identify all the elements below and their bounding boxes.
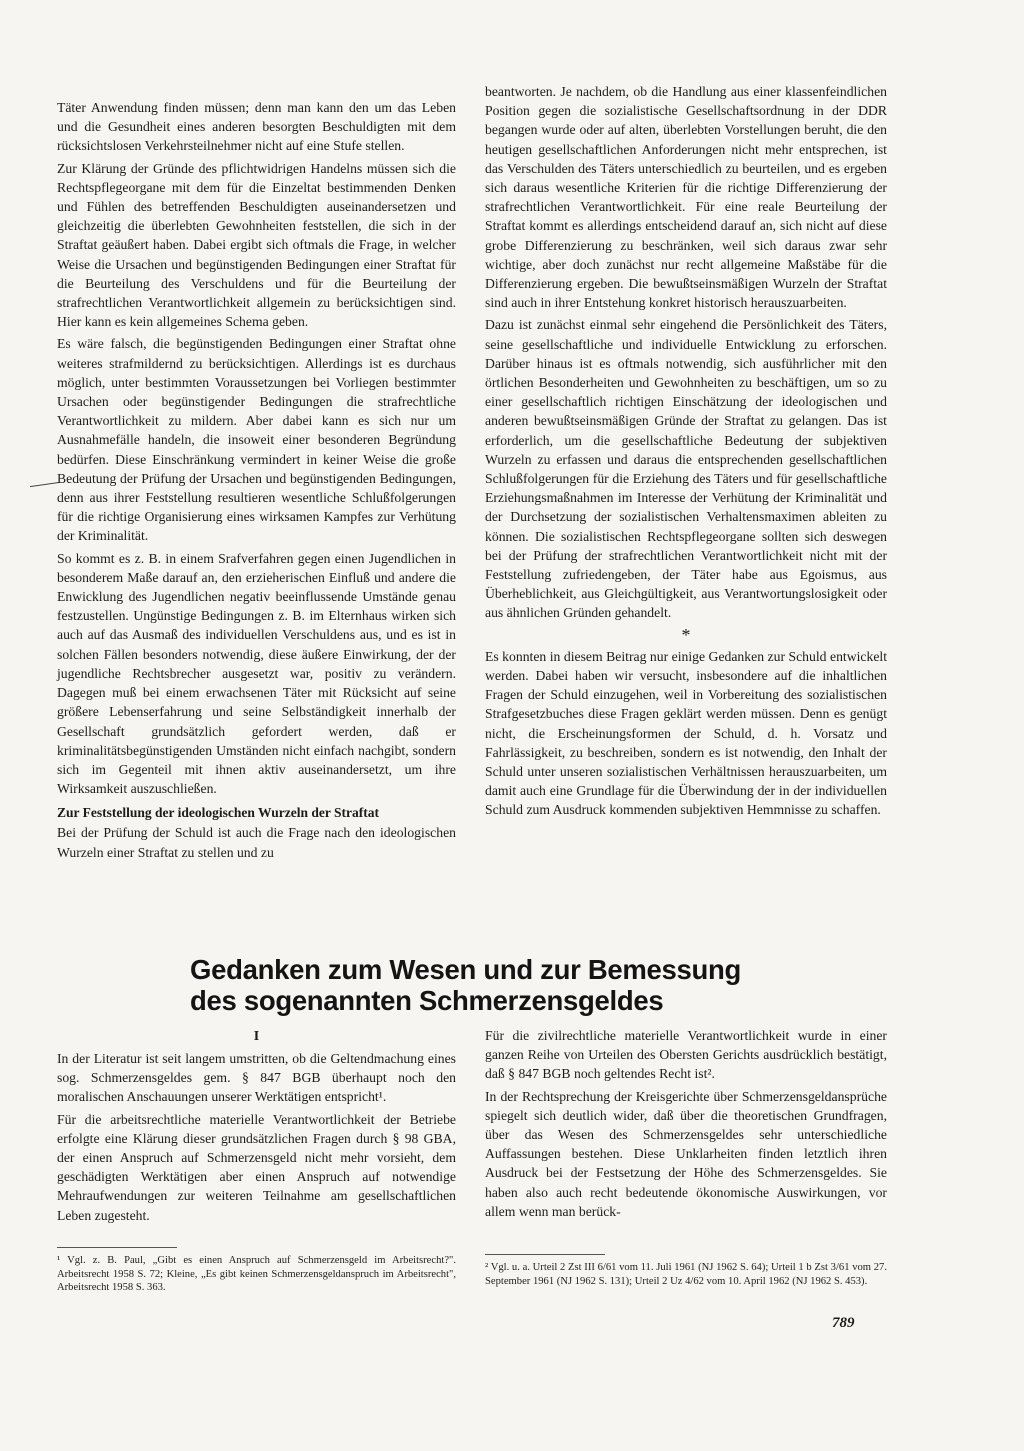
article-right-column xyxy=(485,1026,887,1224)
footnote-text: ¹ Vgl. z. B. Paul, „Gibt es einen Anspruch auf Schmerzensgeld im Arbeitsrecht?". Arbeitsrecht 1958 S. 72; Kleine, „Es gibt keinen Schmerzensgeldanspruch im Arbeitsrecht", Arbeitsrecht 1958 S. 363. xyxy=(57,1255,456,1294)
footnote-left xyxy=(57,1247,456,1295)
section-separator-asterisk: * xyxy=(681,624,691,645)
footnote-rule xyxy=(485,1254,605,1255)
title-line-2: des sogenannten Schmerzensgeldes xyxy=(190,985,664,1016)
top-right-column xyxy=(485,82,887,823)
paragraph: Täter Anwendung finden müssen; denn man kann den um das Leben und die Gesundheit eines anderen besorgten Beschuldigten mit dem rücksichtslosen Verkehrsteilnehmer nicht auf eine Stufe stellen. xyxy=(57,100,456,154)
paragraph: In der Rechtsprechung der Kreisgerichte über Schmerzensgeldansprüche spiegelt sich deutlich wider, daß über die theoretischen Grundfragen, über das Wesen des Schmerzensgeldes sehr unterschiedliche Auffassungen bestehen. Diese Unklarheiten finden letztlich ihren Ausdruck bei der Festsetzung der Höhe des Schmerzensgeldes. Sie haben also auch recht bedeutende ökonomische Auswirkungen, vor allem wenn man berück- xyxy=(485,1088,887,1219)
paragraph: Zur Klärung der Gründe des pflichtwidrigen Handelns müssen sich die Rechtspflegeorgane mit dem für die Einzeltat bestimmenden Denken und Fühlen des betreffenden Beschuldigten auseinandersetzen und gleichzeitig die überlebten Gewohnheiten feststellen, die sich in der Straftat geäußert haben. Dabei ergibt sich oftmals die Frage, in welcher Weise die Ursachen und begünstigenden Bedingungen einer Straftat für die Beurteilung des Verschuldens und für die Beurteilung der strafrechtlichen Verantwortlichkeit allgemein zu berücksichtigen sind. Hier kann es kein allgemeines Schema geben. xyxy=(57,160,456,330)
paragraph: So kommt es z. B. in einem Srafverfahren gegen einen Jugendlichen in besonderem Maße darauf an, den erzieherischen Einfluß und andere die Enwicklung des Jugendlichen negativ beeinflussende Umstände genau festzustellen. Ungünstige Bedingungen z. B. im Elternhaus wirken sich auch auf das Ausmaß des individuellen Verschuldens aus, und es ist in solchen Fällen besonders notwendig, diese äußere Einwirkung, der der jugendliche Rechtsbrecher ausgesetzt war, positiv zu verändern. Dagegen muß bei einem erwachsenen Täter mit Rücksicht auf seine größere Lebenserfahrung und seine Selbständigkeit innerhalb der Gesellschaft grundsätzlich gefordert werden, daß er kriminalitätsbegünstigenden Umständen nicht einfach nachgibt, sondern sich im Gegenteil mit ihnen aktiv auseinandersetzt, um ihre Wirksamkeit auszuschließen. xyxy=(57,550,456,797)
section-number: I xyxy=(253,1029,260,1044)
paragraph: In der Literatur ist seit langem umstritten, ob die Geltendmachung eines sog. Schmerzensgeldes gem. § 847 BGB überhaupt noch den moralischen Anschauungen unserer Werktätigen entspricht¹. xyxy=(57,1051,456,1105)
footnote-right xyxy=(485,1254,887,1288)
page-number: 789 xyxy=(832,1315,855,1331)
paragraph: Es wäre falsch, die begünstigenden Bedingungen einer Straftat ohne weiteres strafmildernd zu berücksichtigen. Allerdings ist es durchaus möglich, unter bestimmten Voraussetzungen bei Vorliegen bestimmter Ursachen oder begünstigender Bedingungen die strafrechtliche Verantwortlichkeit zu mildern. Aber dabei kann es sich nur um Ausnahmefälle handeln, die insoweit einer besonderen Begründung bedürfen. Diese Einschränkung vermindert in keiner Weise die große Bedeutung der Prüfung der Ursachen und begünstigenden Bedingungen, denn aus ihrer Feststellung resultieren wesentliche Schlußfolgerungen für die richtige Organisierung eines wirksamen Kampfes zur Verhütung der Kriminalität. xyxy=(57,336,456,544)
section-subheading: Zur Feststellung der ideologischen Wurzeln der Straftat xyxy=(57,805,379,821)
paragraph: Für die zivilrechtliche materielle Verantwortlichkeit wurde in einer ganzen Reihe von Urteilen des Obersten Gerichts ausdrücklich bestätigt, daß § 847 BGB noch geltendes Recht ist². xyxy=(485,1028,887,1082)
article-left-column xyxy=(57,1028,456,1228)
paragraph: beantworten. Je nachdem, ob die Handlung aus einer klassenfeindlichen Position gegen die sozialistische Gesellschaftsordnung in der DDR begangen wurde oder auf alten, überlebten Vorstellungen beruht, die den heutigen gesellschaftlichen Anforderungen nicht mehr entsprechen, ist das Verschulden des Täters unterschiedlich zu beurteilen, und es ergeben sich daraus wesentliche Kriterien für die richtige Differenzierung der strafrechtlichen Verantwortlichkeit. Für eine reale Beurteilung der Straftat kommt es allerdings entscheidend darauf an, sich nicht auf diese grobe Differenzierung zu beschränken, weil sich daraus zwar sehr wichtige, aber doch zunächst nur recht allgemeine Maßstäbe für die Differenzierung ergeben. Die bewußtseinsmäßigen Wurzeln der Straftat sind auch in ihrer Entstehung konkret historisch herauszuarbeiten. xyxy=(485,84,887,311)
paragraph: Bei der Prüfung der Schuld ist auch die Frage nach den ideologischen Wurzeln einer Straftat zu stellen und zu xyxy=(57,825,456,860)
paragraph: Für die arbeitsrechtliche materielle Verantwortlichkeit der Betriebe erfolgte eine Klärung dieser grundsätzlichen Fragen durch § 98 GBA, der einen Anspruch auf Schmerzensgeld nicht mehr vorsieht, dem geschädigten Werktätigen aber einen Anspruch auf notwendige Mehraufwendungen zur weiteren Teilnahme am gesellschaftlichen Leben zugesteht. xyxy=(57,1111,456,1223)
top-left-column xyxy=(57,98,456,865)
article-title xyxy=(190,954,830,1016)
footnote-rule xyxy=(57,1247,177,1248)
margin-pencil-mark xyxy=(30,482,60,490)
footnote-text: ² Vgl. u. a. Urteil 2 Zst III 6/61 vom 11. Juli 1961 (NJ 1962 S. 64); Urteil 1 b Zst 3/61 vom 27. September 1961 (NJ 1962 S. 131); Urteil 2 Uz 4/62 vom 10. April 1962 (NJ 1962 S. 453). xyxy=(485,1262,887,1287)
paragraph: Es konnten in diesem Beitrag nur einige Gedanken zur Schuld entwickelt werden. Dabei haben wir versucht, insbesondere auf die inhaltlichen Fragen der Schuld einzugehen, weil in Vorbereitung des sozialistischen Strafgesetzbuches diese Fragen geklärt werden müssen. Denn es genügt nicht, die Erscheinungsformen der Schuld, d. h. Vorsatz und Fahrlässigkeit, zu beschreiben, sondern es ist notwendig, den Inhalt der Schuld unter unseren sozialistischen Verhältnissen herauszuarbeiten, um damit auch eine Grundlage für die Überwindung der in der individuellen Schuld zum Ausdruck kommenden subjektiven Hemmnisse zu schaffen. xyxy=(485,648,887,818)
paragraph: Dazu ist zunächst einmal sehr eingehend die Persönlichkeit des Täters, seine gesellschaftliche und individuelle Entwicklung zu erforschen. Darüber hinaus ist es oftmals notwendig, sich ausführlicher mit den örtlichen Besonderheiten und Gewohnheiten zu beschäftigen, um so zu einer gesellschaftlich richtigen Einschätzung der ideologischen und anderen bewußtseinsmäßigen Gründe der Straftat zu gelangen. Das ist erforderlich, um die gesellschaftliche Bedeutung der subjektiven Wurzeln zu erfassen und daraus die entsprechenden gesellschaftlichen Schlußfolgerungen für die Erziehung des Täters und für gesellschaftliche Erziehungsmaßnahmen im Interesse der Verhütung der Kriminalität und der Durchsetzung der sozialistischen Verhaltensmaximen ableiten zu können. Die sozialistischen Rechtspflegeorgane sollten sich deswegen bei der Prüfung der strafrechtlichen Verantwortlichkeit nicht mit der Feststellung zufriedengeben, der Täter habe aus Egoismus, aus Überheblichkeit, aus Gleichgültigkeit, aus Verantwortungslosigkeit oder aus ähnlichen Gründen gehandelt. xyxy=(485,317,887,621)
title-line-1: Gedanken zum Wesen und zur Bemessung xyxy=(190,954,742,985)
